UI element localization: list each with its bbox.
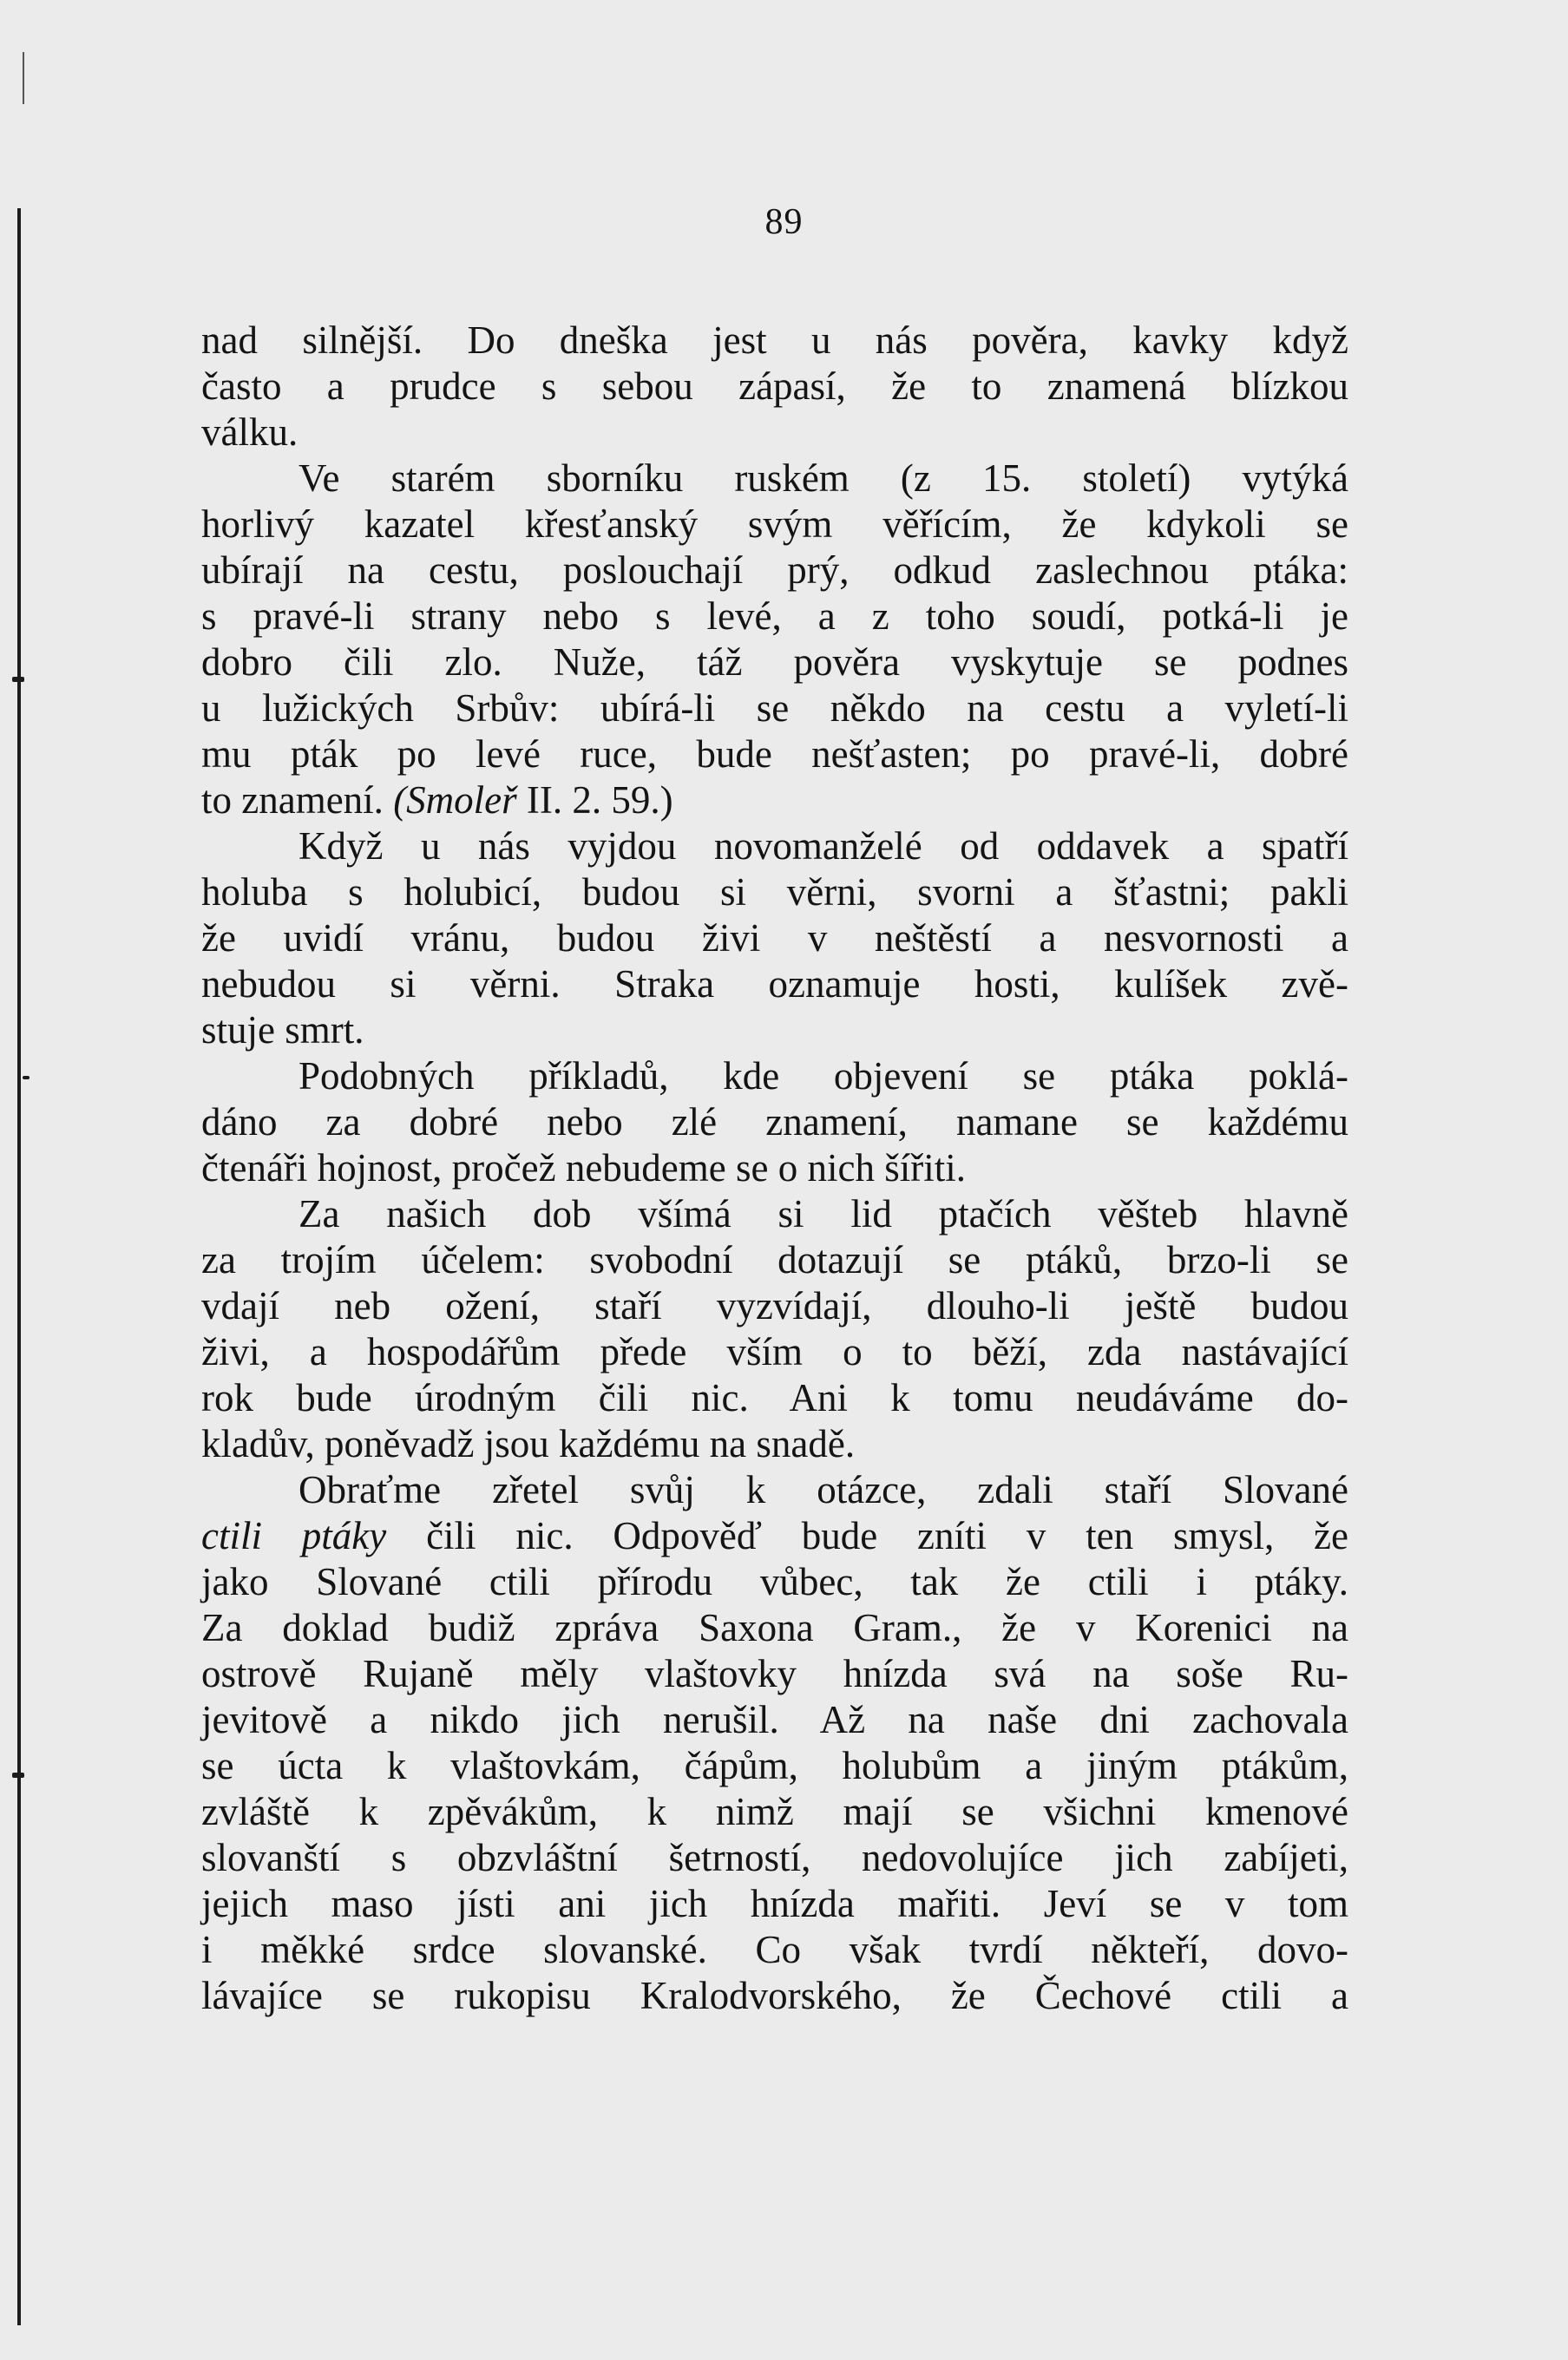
text-line: Podobných příkladů, kde objevení se ptáka poklá- <box>299 1054 1348 1098</box>
text-line: jako Slované ctili přírodu vůbec, tak že ctili i ptáky. <box>201 1560 1348 1603</box>
text-line: dobro čili zlo. Nuže, táž pověra vyskytuje se podnes <box>201 640 1348 684</box>
text-run: to znamení. <box>201 778 384 822</box>
text-line: jevitově a nikdo jich nerušil. Až na naše dni zachovala <box>201 1698 1348 1741</box>
text-line: že uvidí vránu, budou živi v neštěstí a nesvornosti a <box>201 916 1348 960</box>
text-line: nebudou si věrni. Straka oznamuje hosti, kulíšek zvě- <box>201 962 1348 1006</box>
text-line: vdají neb ožení, staří vyzvídají, dlouho-li ještě budou <box>201 1284 1348 1328</box>
text-line: ubírají na cestu, poslouchají prý, odkud zaslechnou ptáka: <box>201 548 1348 592</box>
text-line: Když u nás vyjdou novomanželé od oddavek a spatří <box>299 824 1348 868</box>
text-line: horlivý kazatel křesťanský svým věřícím, že kdykoli se <box>201 502 1348 546</box>
citation-reference: II. 2. 59.) <box>516 778 673 822</box>
text-line: Ve starém sborníku ruském (z 15. století) vytýká <box>299 456 1348 500</box>
text-line: čtenáři hojnost, pročež nebudeme se o nich šířiti. <box>201 1146 966 1190</box>
text-line <box>201 1513 1348 1559</box>
text-line: u lužických Srbův: ubírá-li se někdo na cestu a vyletí-li <box>201 686 1348 730</box>
text-line: dáno za dobré nebo zlé znamení, namane se každému <box>201 1100 1348 1144</box>
text-line: ostrově Rujaně měly vlaštovky hnízda svá na soše Ru- <box>201 1652 1348 1695</box>
citation-author: (Smoleř <box>393 778 517 822</box>
text-line: často a prudce s sebou zápasí, že to znamená blízkou <box>201 364 1348 408</box>
text-line: slovanští s obzvláštní šetrností, nedovolujíce jich zabíjeti, <box>201 1836 1348 1879</box>
binding-edge-shadow <box>17 208 21 2325</box>
text-line: stuje smrt. <box>201 1008 364 1052</box>
text-line: živi, a hospodářům přede vším o to běží, zda nastávající <box>201 1330 1348 1373</box>
text-line: Za doklad budiž zpráva Saxona Gram., že v Korenici na <box>201 1606 1348 1649</box>
text-line: kladův, poněvadž jsou každému na snadě. <box>201 1422 856 1465</box>
text-line: jejich maso jísti ani jich hnízda mařiti. Jeví se v tom <box>201 1882 1348 1925</box>
text-line: zvláště k zpěvákům, k nimž mají se všichni kmenové <box>201 1790 1348 1833</box>
text-line: mu pták po levé ruce, bude nešťasten; po pravé-li, dobré <box>201 732 1348 776</box>
text-line: i měkké srdce slovanské. Co však tvrdí někteří, dovo- <box>201 1928 1348 1971</box>
text-line: rok bude úrodným čili nic. Ani k tomu neudáváme do- <box>201 1376 1348 1419</box>
binding-mark <box>12 677 24 682</box>
text-line: se úcta k vlaštovkám, čápům, holubům a jiným ptákům, <box>201 1744 1348 1787</box>
text-line: nad silnější. Do dneška jest u nás pověra, kavky když <box>201 318 1348 362</box>
page-number: 89 <box>764 202 804 242</box>
text-line: lávajíce se rukopisu Kralodvorského, že Čechové ctili a <box>201 1974 1348 2017</box>
text-line: Za našich dob všímá si lid ptačích věšteb hlavně <box>299 1192 1348 1236</box>
text-line: s pravé-li strany nebo s levé, a z toho soudí, potká-li je <box>201 594 1348 638</box>
text-line: holuba s holubicí, budou si věrni, svorni a šťastni; pakli <box>201 870 1348 914</box>
text-line <box>201 777 1348 823</box>
emphasized-phrase: ctili ptáky <box>201 1514 387 1557</box>
binding-edge-top <box>23 52 24 104</box>
body-text <box>201 318 1348 2019</box>
text-line: Obraťme zřetel svůj k otázce, zdali staří Slované <box>299 1468 1348 1511</box>
text-run: čili nic. Odpověď bude zníti v ten smysl, že <box>386 1514 1348 1557</box>
text-line: válku. <box>201 410 299 454</box>
text-line: za trojím účelem: svobodní dotazují se ptáků, brzo-li se <box>201 1238 1348 1282</box>
binding-mark <box>12 1773 24 1778</box>
binding-mark <box>23 1076 30 1079</box>
